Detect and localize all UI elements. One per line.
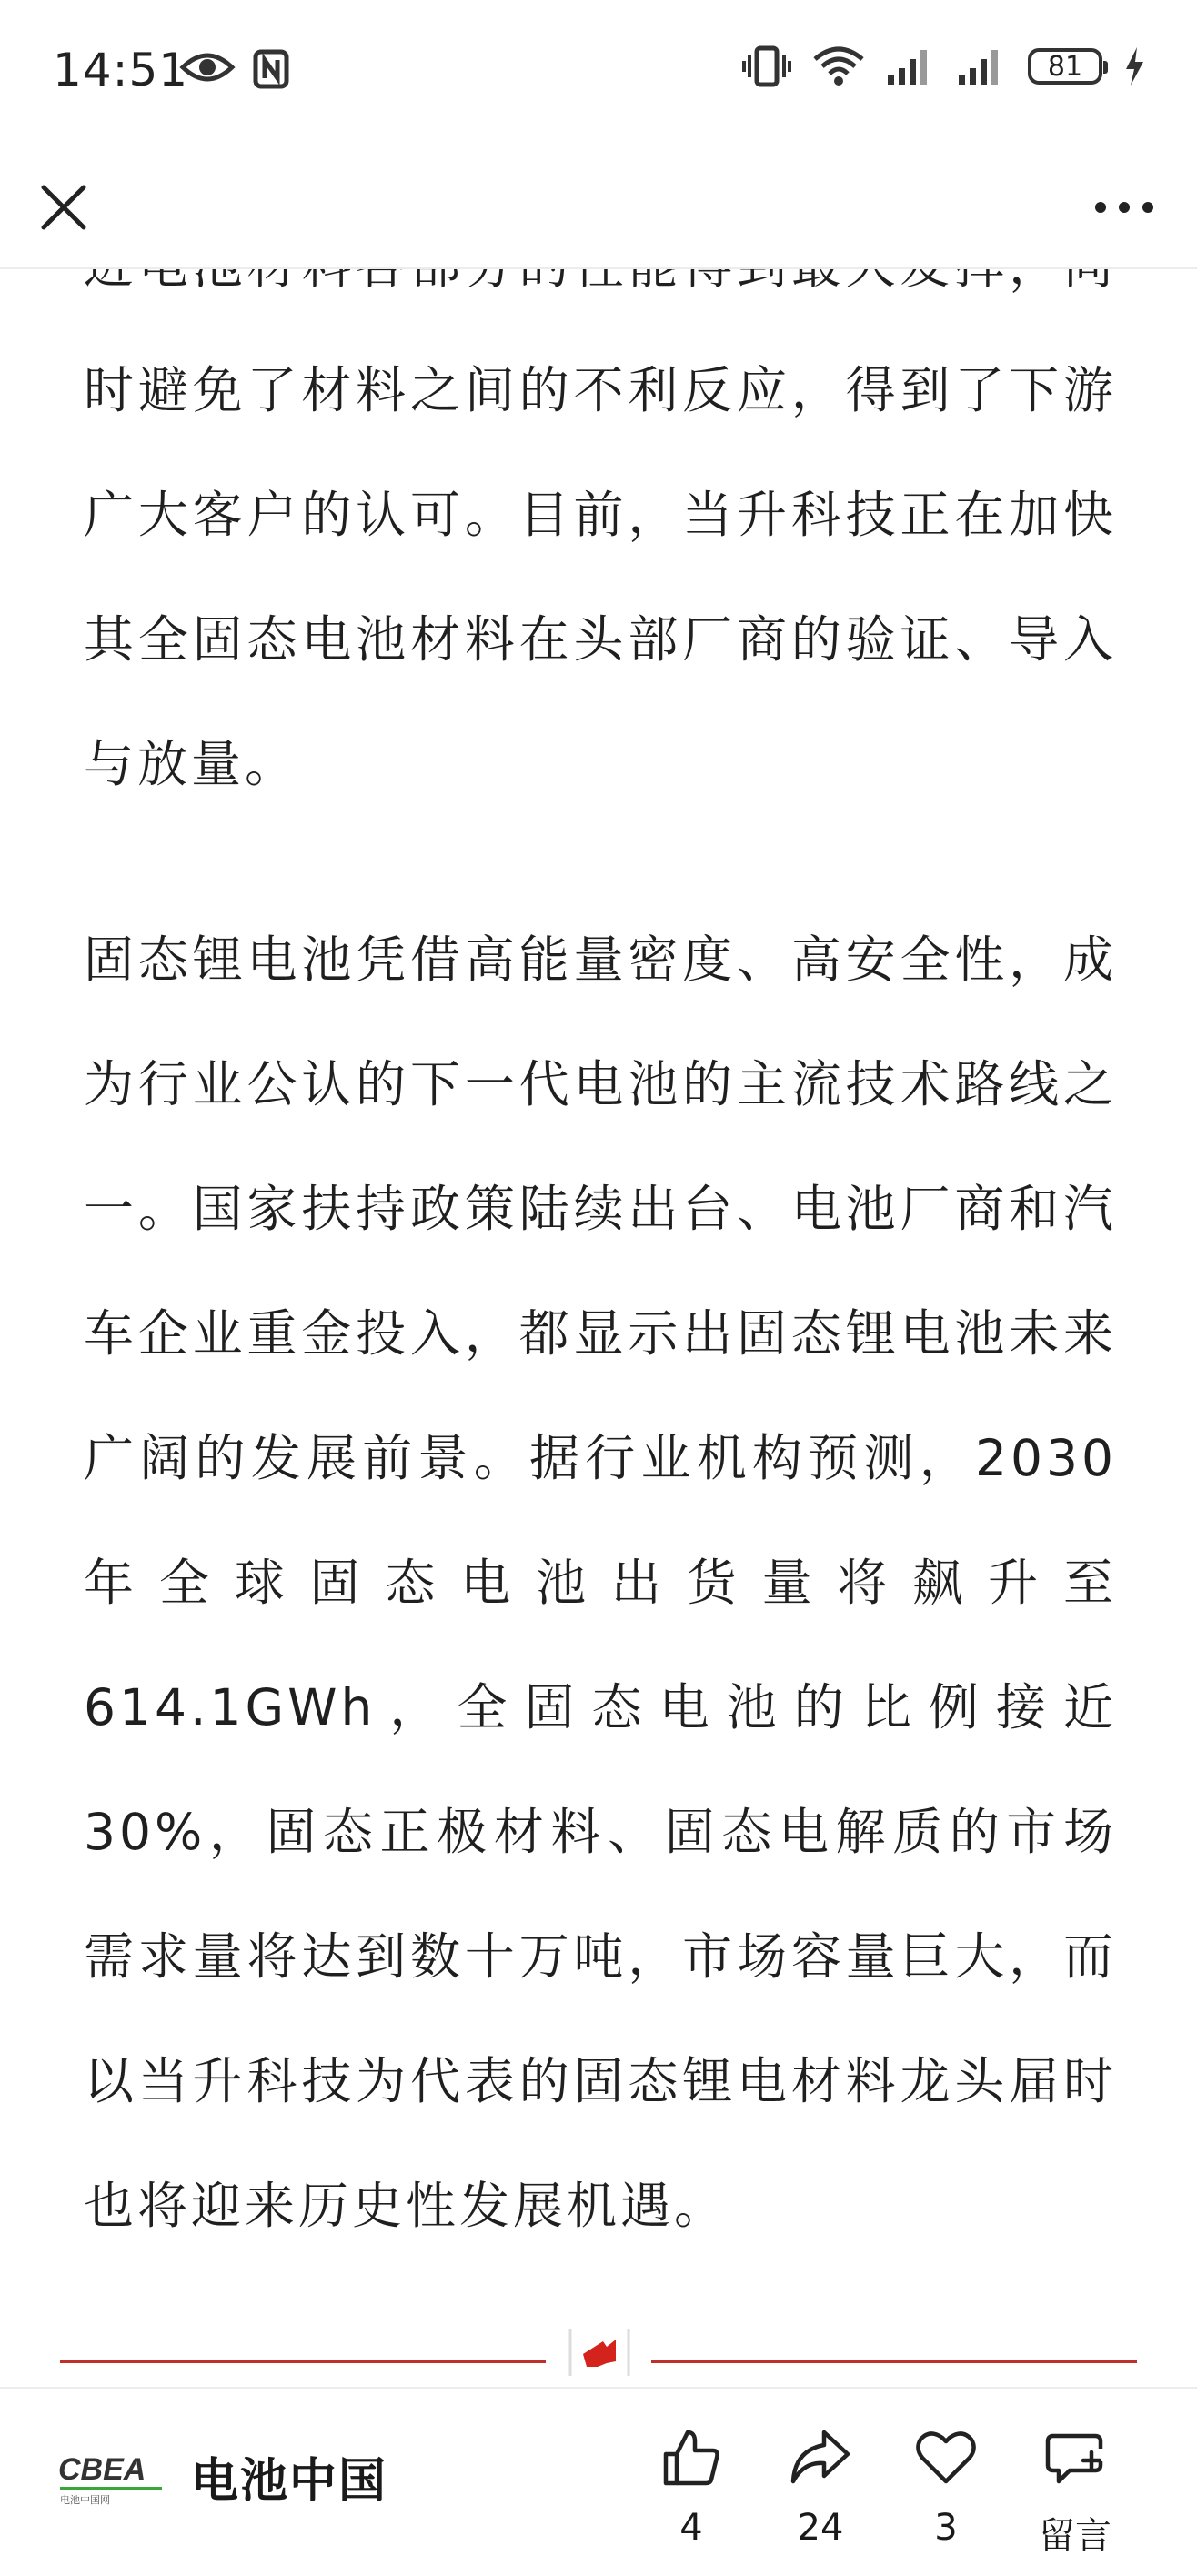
more-button[interactable] — [1088, 171, 1161, 244]
share-icon — [788, 2425, 853, 2490]
end-mark-icon — [563, 2325, 636, 2380]
comment-button[interactable] — [1021, 2425, 1130, 2561]
comment-label: 留言 — [1039, 2515, 1112, 2557]
article-paragraph: 固态锂电池凭借高能量密度、高安全性，成为行业公认的下一代电池的主流技术路线之一。国家扶持政策陆续出台、电池厂商和汽车企业重金投入，都显示出固态锂电池未来广阔的发展前景。据行业机构预测，2030年全球固态电池出货量将飙升至614.1GWh，全固态电池的比例接近30%，固态正极材料、固态电解质的市场需求量将达到数十万吨，市场容量巨大，而以当升科技为代表的固态锂电材料龙头届时也将迎来历史性发展机遇。 — [84, 931, 1117, 2235]
nfc-icon — [253, 49, 289, 89]
battery-level: 81 — [1047, 50, 1083, 83]
signal-icon — [886, 46, 937, 86]
divider-line-right — [651, 2360, 1137, 2363]
top-nav — [0, 146, 1197, 269]
status-bar — [0, 0, 1197, 146]
article-viewport[interactable] — [0, 269, 1197, 2334]
vibrate-icon — [742, 46, 791, 86]
favorite-count: 3 — [934, 2507, 958, 2549]
article-paragraph: 时避免了材料之间的不利反应，得到了下游广大客户的认可。目前，当升科技正在加快其全固态电池材料在头部厂商的验证、导入与放量。 — [84, 361, 1117, 793]
article-body — [84, 204, 1117, 2269]
favorite-button[interactable] — [891, 2425, 1001, 2561]
like-button[interactable] — [637, 2425, 746, 2561]
article-end-divider — [60, 2325, 1137, 2380]
battery-icon — [1028, 48, 1102, 85]
wifi-icon — [811, 46, 866, 86]
close-icon — [27, 171, 100, 244]
account-logo — [56, 2440, 167, 2512]
more-icon — [1088, 171, 1161, 244]
share-count: 24 — [797, 2507, 844, 2549]
like-count: 4 — [679, 2507, 703, 2549]
charging-icon — [1122, 45, 1146, 87]
eye-icon — [180, 49, 235, 86]
comment-icon — [1042, 2425, 1108, 2490]
close-button[interactable] — [27, 171, 100, 244]
thumbs-up-icon — [659, 2425, 724, 2490]
signal-icon — [957, 46, 1008, 86]
status-left-icons — [180, 49, 289, 89]
account-name[interactable]: 电池中国 — [191, 2453, 388, 2509]
logo-text: CBEA — [58, 2452, 146, 2487]
account-info[interactable] — [56, 2440, 387, 2512]
status-right-icons — [742, 45, 1146, 87]
bottom-bar — [0, 2387, 1197, 2576]
divider-line-left — [60, 2360, 546, 2363]
logo-subtext: 电池中国网 — [60, 2494, 110, 2506]
share-button[interactable] — [766, 2425, 875, 2561]
heart-icon — [913, 2425, 979, 2490]
status-time: 14:51 — [53, 44, 189, 96]
